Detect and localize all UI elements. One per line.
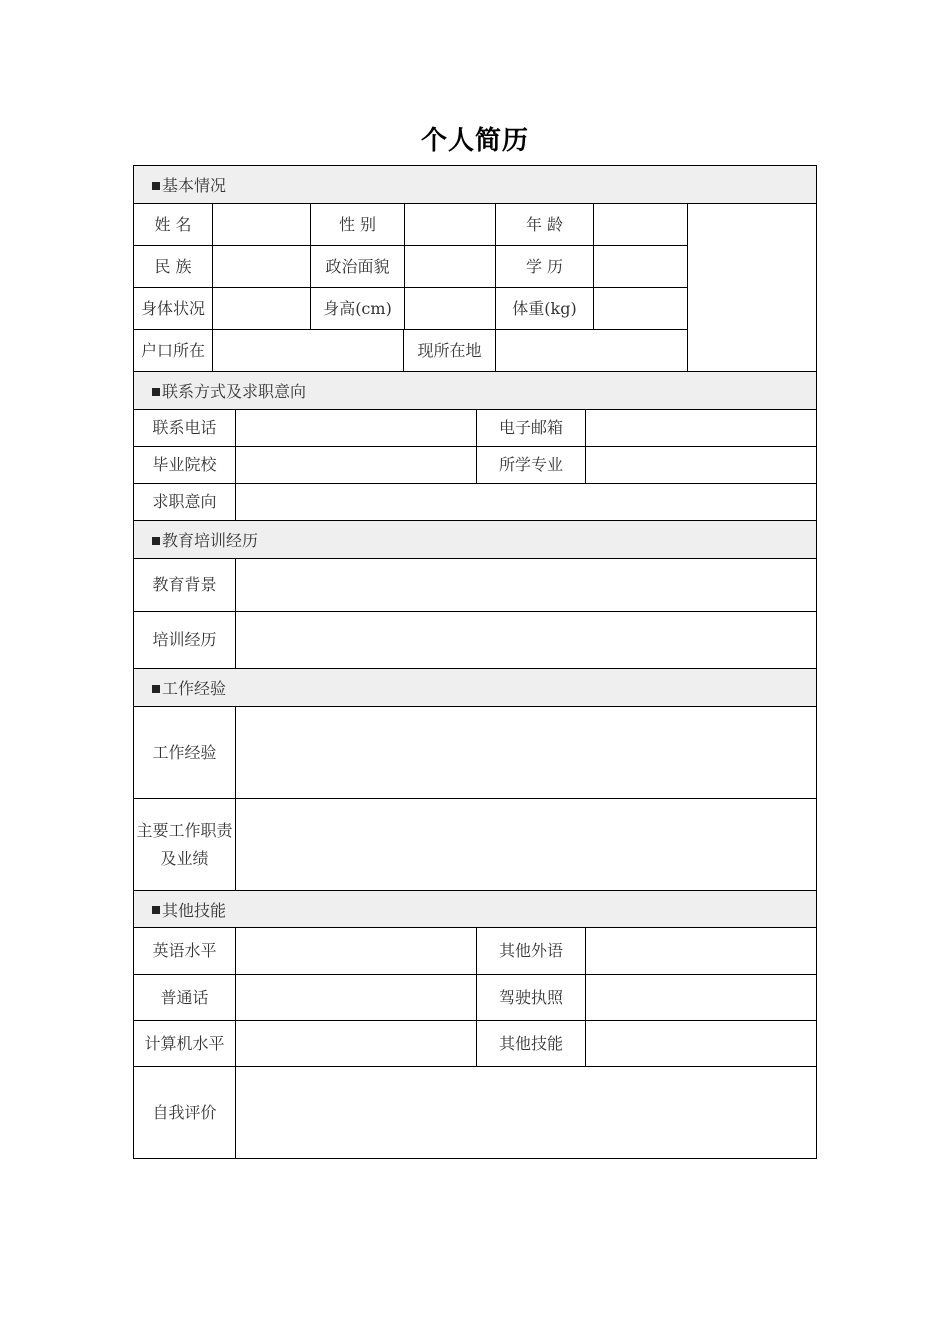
field-weight[interactable] <box>593 287 688 330</box>
field-email[interactable] <box>585 409 817 447</box>
section-title-work: 工作经验 <box>162 679 227 698</box>
label-gender: 性 别 <box>310 203 405 246</box>
section-header-work <box>133 668 817 707</box>
label-email: 电子邮箱 <box>476 409 586 447</box>
bullet-square-icon <box>152 685 160 693</box>
label-major: 所学专业 <box>476 446 586 484</box>
label-weight: 体重(kg) <box>495 287 594 330</box>
field-name[interactable] <box>212 203 311 246</box>
field-health[interactable] <box>212 287 311 330</box>
field-residence[interactable] <box>495 329 688 372</box>
label-phone: 联系电话 <box>133 409 236 447</box>
field-hukou[interactable] <box>212 329 404 372</box>
field-age[interactable] <box>593 203 688 246</box>
label-self-eval: 自我评价 <box>133 1066 236 1159</box>
label-other-lang: 其他外语 <box>476 927 586 975</box>
label-health: 身体状况 <box>133 287 213 330</box>
label-name: 姓 名 <box>133 203 213 246</box>
field-computer[interactable] <box>235 1020 477 1067</box>
label-duties <box>133 798 236 891</box>
label-political: 政治面貌 <box>310 245 405 288</box>
section-title-basic: 基本情况 <box>162 176 227 195</box>
label-residence: 现所在地 <box>403 329 496 372</box>
label-duties-line1: 主要工作职责 <box>136 820 233 840</box>
bullet-square-icon <box>152 182 160 190</box>
label-license: 驾驶执照 <box>476 974 586 1021</box>
label-age: 年 龄 <box>495 203 594 246</box>
field-license[interactable] <box>585 974 817 1021</box>
bullet-square-icon <box>152 906 160 914</box>
field-intent[interactable] <box>235 483 817 521</box>
field-other-lang[interactable] <box>585 927 817 975</box>
section-header-basic <box>133 165 817 204</box>
field-mandarin[interactable] <box>235 974 477 1021</box>
label-other-skill: 其他技能 <box>476 1020 586 1067</box>
bullet-square-icon <box>152 388 160 396</box>
field-major[interactable] <box>585 446 817 484</box>
section-title-education: 教育培训经历 <box>162 531 259 550</box>
section-header-contact <box>133 371 817 410</box>
label-training: 培训经历 <box>133 611 236 669</box>
field-english[interactable] <box>235 927 477 975</box>
section-header-education <box>133 520 817 559</box>
field-duties[interactable] <box>235 798 817 891</box>
label-intent: 求职意向 <box>133 483 236 521</box>
label-school: 毕业院校 <box>133 446 236 484</box>
field-school[interactable] <box>235 446 477 484</box>
page-title: 个人简历 <box>420 126 529 156</box>
label-duties-line2: 及业绩 <box>160 848 209 868</box>
field-height[interactable] <box>404 287 496 330</box>
field-gender[interactable] <box>404 203 496 246</box>
label-height: 身高(cm) <box>310 287 405 330</box>
label-mandarin: 普通话 <box>133 974 236 1021</box>
field-work-experience[interactable] <box>235 706 817 799</box>
field-political[interactable] <box>404 245 496 288</box>
label-english: 英语水平 <box>133 927 236 975</box>
field-other-skill[interactable] <box>585 1020 817 1067</box>
field-edu-background[interactable] <box>235 558 817 612</box>
label-edu-background: 教育背景 <box>133 558 236 612</box>
resume-form <box>133 165 817 1159</box>
field-phone[interactable] <box>235 409 477 447</box>
label-hukou: 户口所在 <box>133 329 213 372</box>
field-self-eval[interactable] <box>235 1066 817 1159</box>
label-computer: 计算机水平 <box>133 1020 236 1067</box>
field-training[interactable] <box>235 611 817 669</box>
field-ethnicity[interactable] <box>212 245 311 288</box>
label-degree: 学 历 <box>495 245 594 288</box>
label-ethnicity: 民 族 <box>133 245 213 288</box>
photo-box[interactable] <box>687 203 817 372</box>
label-work-experience: 工作经验 <box>133 706 236 799</box>
section-title-contact: 联系方式及求职意向 <box>162 382 307 401</box>
field-degree[interactable] <box>593 245 688 288</box>
bullet-square-icon <box>152 537 160 545</box>
section-title-skills: 其他技能 <box>162 900 227 920</box>
section-header-skills <box>133 890 817 928</box>
